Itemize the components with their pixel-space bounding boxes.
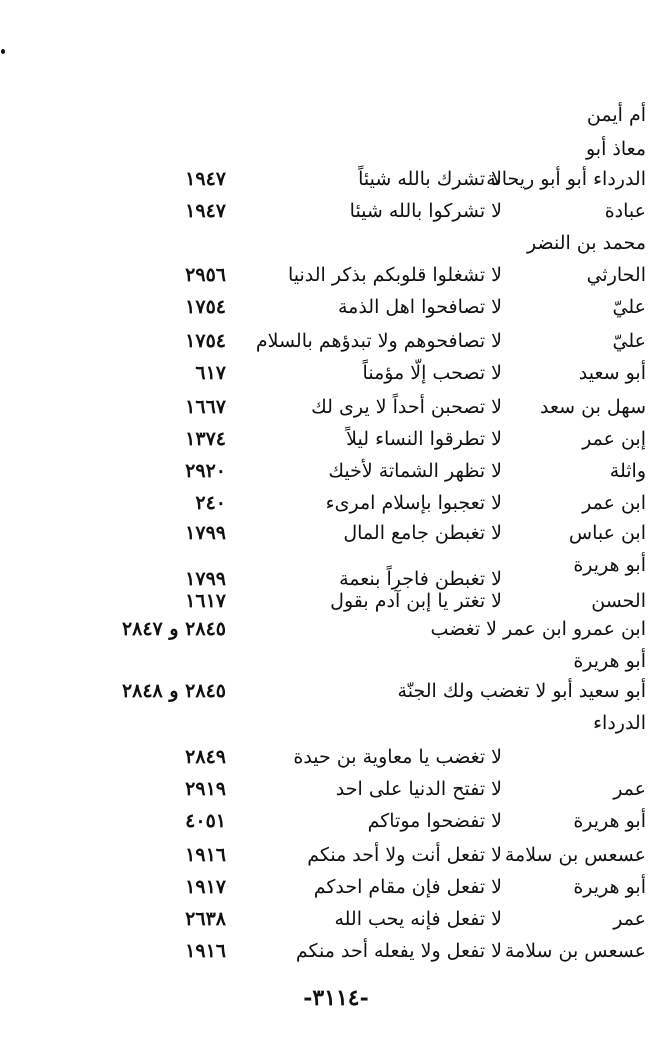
hadith-text: لا تغضب يا معاوية بن حيدة xyxy=(293,746,502,768)
reference-number: ٤٠٥١ xyxy=(185,810,226,832)
hadith-text: لا تفعل ولا يفعله أحد منكم xyxy=(295,940,502,962)
index-row xyxy=(0,166,672,196)
index-row xyxy=(0,102,672,132)
reference-number: ٦١٧ xyxy=(195,362,226,384)
reference-number: ١٩٤٧ xyxy=(185,168,226,190)
narrator: الحسن xyxy=(591,590,646,612)
index-row xyxy=(0,648,672,678)
reference-number: ٢٩٢٠ xyxy=(185,460,226,482)
narrator: الحارثي xyxy=(586,264,646,286)
narrator: عليّ xyxy=(612,330,646,352)
narrator: ابن عباس xyxy=(568,522,646,544)
narrator: عسعس بن سلامة xyxy=(504,940,646,962)
narrator: عمر xyxy=(613,778,646,800)
narrator: الدرداء xyxy=(593,712,646,734)
hadith-text: لا تشركوا بالله شيئا xyxy=(349,200,502,222)
reference-number: ٢٨٤٥ و ٢٨٤٧ xyxy=(121,618,226,640)
reference-number: ١٧٥٤ xyxy=(185,330,226,352)
index-row xyxy=(0,874,672,904)
index-row xyxy=(0,678,672,708)
narrator: أبو هريرة xyxy=(573,650,646,672)
narrator: محمد بن النضر xyxy=(527,232,646,254)
hadith-text: لا تصافحوهم ولا تبدؤهم بالسلام xyxy=(255,330,502,352)
reference-number: ١٧٥٤ xyxy=(185,296,226,318)
reference-number: ١٦١٧ xyxy=(185,590,226,612)
narrator: عمر xyxy=(613,908,646,930)
narrator: أبو هريرة xyxy=(573,554,646,576)
index-row xyxy=(0,842,672,872)
index-row xyxy=(0,136,672,166)
hadith-text: لا تفعل فإن مقام احدكم xyxy=(313,876,502,898)
narrator: ابن عمرو ابن عمر لا تغضب xyxy=(430,618,646,640)
index-row xyxy=(0,520,672,550)
narrator: إبن عمر xyxy=(582,428,646,450)
narrator: أبو سعيد أبو لا تغضب ولك الجنّة xyxy=(397,680,646,702)
narrator: أبو هريرة xyxy=(573,876,646,898)
index-row xyxy=(0,262,672,292)
narrator: ابن عمر xyxy=(582,492,646,514)
hadith-text: لا تغبطن فاجراً بنعمة xyxy=(339,568,502,590)
reference-number: ١٩٤٧ xyxy=(185,200,226,222)
hadith-text: لا تصحب إلّا مؤمناً xyxy=(362,362,502,384)
hadith-text: لا تفضحوا موتاكم xyxy=(367,810,502,832)
narrator: أم أيمن xyxy=(586,104,646,126)
narrator: معاذ أبو xyxy=(585,138,646,160)
index-row xyxy=(0,808,672,838)
page-number: -٣١١٤- xyxy=(303,985,369,1011)
reference-number: ٢٩١٩ xyxy=(185,778,226,800)
reference-number: ١٦٦٧ xyxy=(185,396,226,418)
index-row xyxy=(0,394,672,424)
reference-number: ٢٦٣٨ xyxy=(185,908,226,930)
narrator: أبو سعيد xyxy=(578,362,646,384)
hadith-text: لا تشغلوا قلوبكم بذكر الدنيا xyxy=(287,264,502,286)
narrator: عبادة xyxy=(604,200,646,222)
index-row xyxy=(0,616,672,646)
index-row xyxy=(0,744,672,774)
reference-number: ٢٤٠ xyxy=(195,492,226,514)
index-row xyxy=(0,328,672,358)
index-row xyxy=(0,588,672,618)
hadith-text: لا تفتح الدنيا على احد xyxy=(335,778,502,800)
reference-number: ١٩١٦ xyxy=(185,940,226,962)
hadith-text: لا تصافحوا اهل الذمة xyxy=(337,296,502,318)
margin-mark xyxy=(1,49,5,54)
narrator: عليّ xyxy=(612,296,646,318)
hadith-text: لا تطرقوا النساء ليلاً xyxy=(346,428,502,450)
hadith-text: لا تغتر يا إبن آدم بقول xyxy=(330,590,502,612)
reference-number: ٢٨٤٥ و ٢٨٤٨ xyxy=(121,680,226,702)
index-row xyxy=(0,490,672,520)
hadith-text: لا تعجبوا بإسلام امرىء xyxy=(325,492,502,514)
reference-number: ١٩١٦ xyxy=(185,844,226,866)
index-row xyxy=(0,198,672,228)
hadith-text: لا تشرك بالله شيئاً xyxy=(358,168,502,190)
index-row xyxy=(0,360,672,390)
reference-number: ١٧٩٩ xyxy=(185,522,226,544)
narrator: أبو هريرة xyxy=(573,810,646,832)
narrator: واثلة xyxy=(609,460,646,482)
hadith-text: لا تصحبن أحداً لا يرى لك xyxy=(311,396,502,418)
index-row xyxy=(0,776,672,806)
index-row xyxy=(0,294,672,324)
index-row xyxy=(0,906,672,936)
hadith-text: لا تفعل أنت ولا أحد منكم xyxy=(307,844,502,866)
index-row xyxy=(0,230,672,260)
narrator: عسعس بن سلامة xyxy=(504,844,646,866)
reference-number: ١٩١٧ xyxy=(185,876,226,898)
reference-number: ٢٩٥٦ xyxy=(185,264,226,286)
index-row xyxy=(0,426,672,456)
hadith-text: لا تغبطن جامع المال xyxy=(343,522,502,544)
index-row xyxy=(0,938,672,968)
reference-number: ٢٨٤٩ xyxy=(185,746,226,768)
index-row xyxy=(0,710,672,740)
index-row xyxy=(0,458,672,488)
narrator: سهل بن سعد xyxy=(540,396,646,418)
hadith-text: لا تفعل فإنه يحب الله xyxy=(334,908,502,930)
hadith-text: لا تظهر الشماتة لأخيك xyxy=(328,460,502,482)
narrator: الدرداء أبو أبو ريحانة xyxy=(486,168,646,190)
reference-number: ١٣٧٤ xyxy=(185,428,226,450)
reference-number: ١٧٩٩ xyxy=(185,568,226,590)
